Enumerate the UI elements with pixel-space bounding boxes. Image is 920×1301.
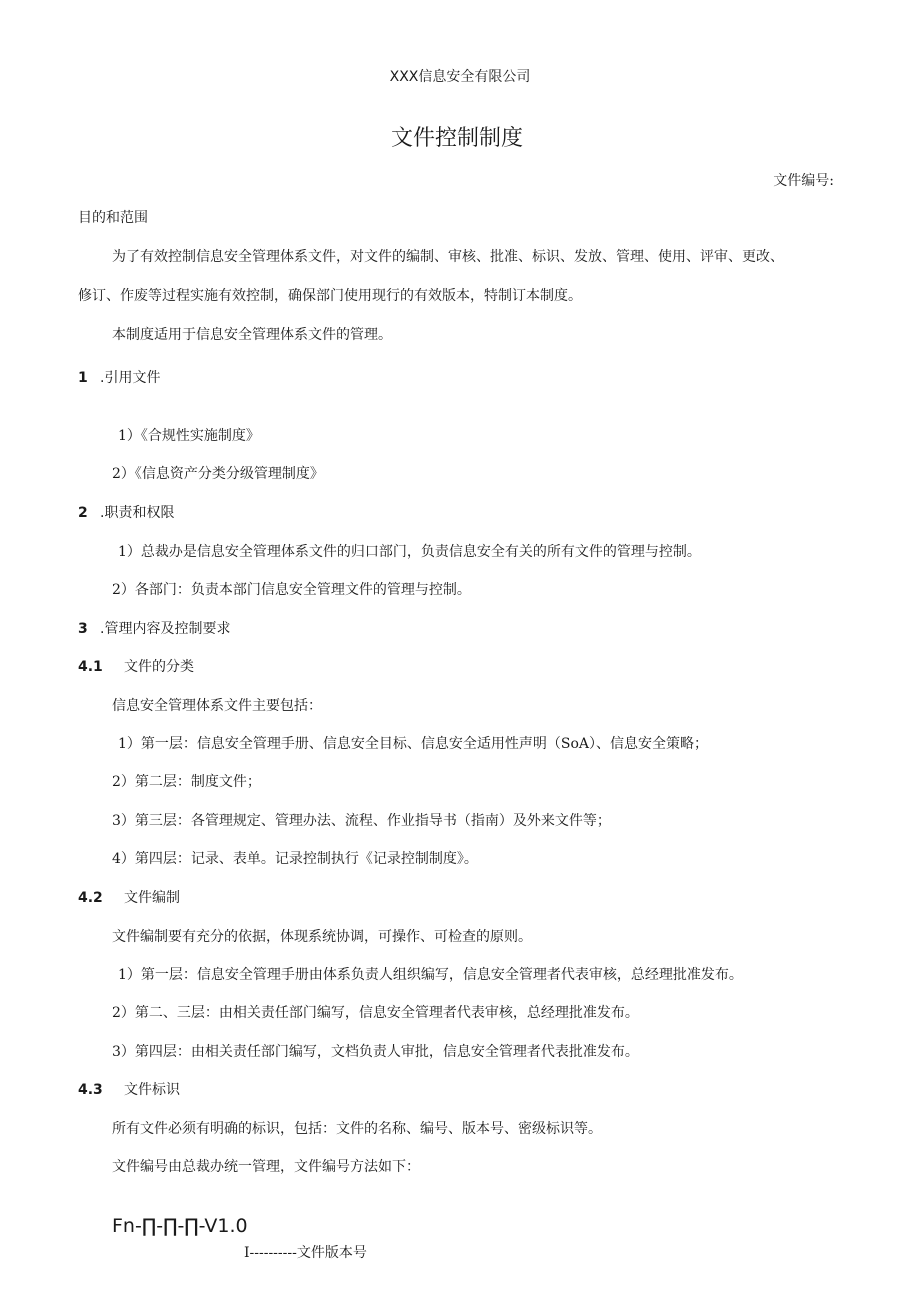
section-4-1-item: 1）第一层：信息安全管理手册、信息安全目标、信息安全适用性声明（SoA）、信息安全策略；	[118, 736, 709, 752]
section-4-2-item: 1）第一层：信息安全管理手册由体系负责人组织编写，信息安全管理者代表审核，总经理批准发布。	[118, 967, 743, 983]
section-4-1-item: 3）第三层：各管理规定、管理办法、流程、作业指导书（指南）及外来文件等；	[112, 813, 611, 829]
section-1-heading	[78, 371, 160, 385]
document-code-format: Fn-∏-∏-∏-V1.0	[112, 1215, 248, 1237]
section-3-title: .管理内容及控制要求	[100, 621, 231, 637]
section-4-3-number: 4.3	[78, 1082, 103, 1098]
purpose-heading: 目的和范围	[78, 210, 148, 226]
section-1-title: .引用文件	[100, 370, 161, 386]
scope-paragraph: 本制度适用于信息安全管理体系文件的管理。	[112, 327, 392, 343]
section-2-item: 2）各部门：负责本部门信息安全管理文件的管理与控制。	[112, 582, 471, 598]
purpose-paragraph-line-2: 修订、作废等过程实施有效控制，确保部门使用现行的有效版本，特制订本制度。	[78, 288, 582, 304]
section-2-item: 1）总裁办是信息安全管理体系文件的归口部门，负责信息安全有关的所有文件的管理与控制。	[118, 544, 701, 560]
section-4-2-intro: 文件编制要有充分的依据，体现系统协调，可操作、可检查的原则。	[112, 929, 532, 945]
document-title: 文件控制制度	[390, 126, 523, 151]
section-4-2-item: 2）第二、三层：由相关责任部门编写，信息安全管理者代表审核，总经理批准发布。	[112, 1005, 639, 1021]
section-1-number: 1	[78, 370, 88, 386]
section-4-1-title: 文件的分类	[124, 659, 194, 675]
section-4-3-paragraph: 所有文件必须有明确的标识，包括：文件的名称、编号、版本号、密级标识等。	[112, 1121, 602, 1137]
section-2-number: 2	[78, 505, 88, 521]
section-4-2-heading	[78, 891, 180, 905]
section-4-1-number: 4.1	[78, 659, 103, 675]
section-4-2-title: 文件编制	[124, 890, 180, 906]
section-4-3-paragraph: 文件编号由总裁办统一管理，文件编号方法如下：	[112, 1159, 420, 1175]
section-3-heading	[78, 622, 230, 636]
company-name: XXX信息安全有限公司	[389, 69, 531, 85]
section-4-2-item: 3）第四层：由相关责任部门编写，文档负责人审批，信息安全管理者代表批准发布。	[112, 1044, 639, 1060]
section-4-1-intro: 信息安全管理体系文件主要包括：	[112, 698, 322, 714]
section-4-1-heading	[78, 660, 194, 674]
document-number-label: 文件编号:	[773, 173, 834, 189]
section-4-3-title: 文件标识	[124, 1082, 180, 1098]
section-1-item: 1）《合规性实施制度》	[118, 428, 260, 444]
section-2-heading	[78, 506, 174, 520]
section-4-2-number: 4.2	[78, 890, 103, 906]
section-2-title: .职责和权限	[100, 505, 175, 521]
purpose-paragraph-line-1: 为了有效控制信息安全管理体系文件，对文件的编制、审核、批准、标识、发放、管理、使用、评审、更改、	[112, 249, 784, 265]
section-4-1-item: 2）第二层：制度文件；	[112, 774, 261, 790]
section-4-1-item: 4）第四层：记录、表单。记录控制执行《记录控制制度》。	[112, 851, 478, 867]
section-1-item: 2）《信息资产分类分级管理制度》	[112, 466, 324, 482]
section-4-3-heading	[78, 1083, 180, 1097]
document-code-version-annotation: I----------文件版本号	[244, 1245, 367, 1261]
section-3-number: 3	[78, 621, 88, 637]
